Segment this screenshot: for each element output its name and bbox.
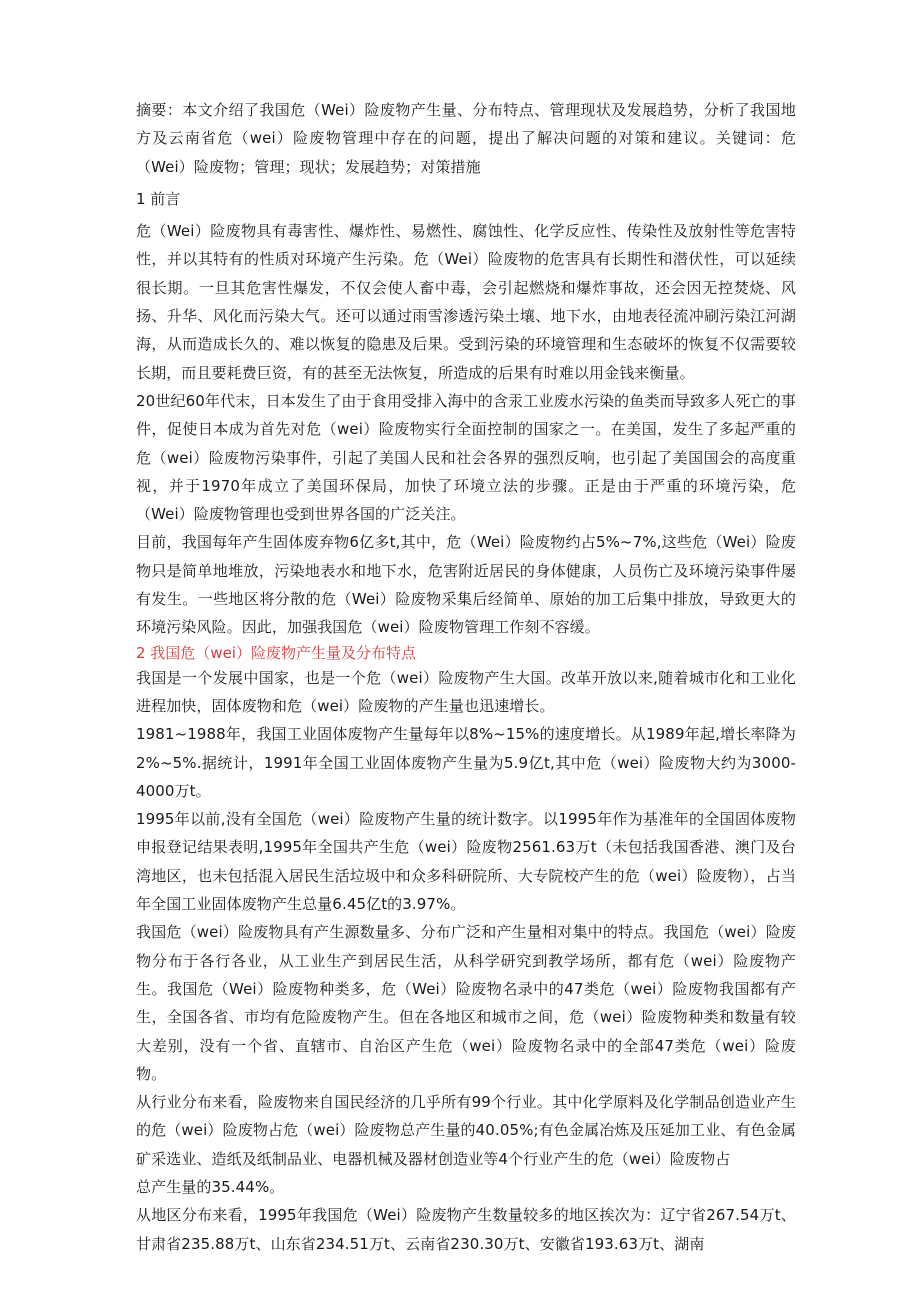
section-2-paragraph-6: 总产生量的35.44%。 — [136, 1177, 285, 1196]
section-2-paragraph-4: 我国危（wei）险废物具有产生源数量多、分布广泛和产生量相对集中的特点。我国危（wei）险废物分布于各行各业，从工业生产到居民生活，从科学研究到教学场所，都有危（wei）险废物产生。我国危（Wei）险废物种类多，危（Wei）险废物名录中的47类危（wei）险废物我国都有产生，全国各省、市均有危险废物产生。但在各地区和城市之间，危（wei）险废物种类和数量有较大差别，没有一个省、直辖市、自治区产生危（wei）险废物名录中的全部47类危（wei）险废物。 — [136, 923, 796, 1083]
abstract-paragraph: 摘要：本文介绍了我国危（Wei）险废物产生量、分布特点、管理现状及发展趋势，分析了我国地方及云南省危（wei）险废物管理中存在的问题，提出了解决问题的对策和建议。关键词：危（Wei）险废物；管理；现状；发展趋势；对策措施 — [136, 101, 796, 176]
section-2-paragraph-2: 1981~1988年，我国工业固体废物产生量每年以8%~15%的速度增长。从1989年起,增长率降为2%~5%.据统计，1991年全国工业固体废物产生量为5.9亿t,其中危（wei）险废物大约为3000-4000万t。 — [136, 725, 796, 800]
section-2-paragraph-7: 从地区分布来看，1995年我国危（Wei）险废物产生数量较多的地区挨次为：辽宁省267.54万t、甘肃省235.88万t、山东省234.51万t、云南省230.30万t、安徽省193.63万t、湖南 — [136, 1206, 796, 1253]
document-page — [136, 96, 796, 1258]
section-1-paragraph-1: 危（Wei）险废物具有毒害性、爆炸性、易燃性、腐蚀性、化学反应性、传染性及放射性等危害特性，并以其特有的性质对环境产生污染。危（Wei）险废物的危害具有长期性和潜伏性，可以延续很长期。一旦其危害性爆发，不仅会使人畜中毒，会引起燃烧和爆炸事故，还会因无控焚烧、风扬、升华、风化而污染大气。还可以通过雨雪渗透污染土壤、地下水，由地表径流冲刷污染江河湖海，从而造成长久的、难以恢复的隐患及后果。受到污染的环境管理和生态破坏的恢复不仅需要较长期，而且要耗费巨资，有的甚至无法恢复，所造成的后果有时难以用金钱来衡量。 — [136, 222, 796, 382]
section-2-paragraph-3: 1995年以前,没有全国危（wei）险废物产生量的统计数字。以1995年作为基准年的全国固体废物申报登记结果表明,1995年全国共产生危（wei）险废物2561.63万t（未包括我国香港、澳门及台湾地区，也未包括混入居民生活垃圾中和众多科研院所、大专院校产生的危（wei）险废物），占当年全国工业固体废物产生总量6.45亿t的3.97%。 — [136, 810, 796, 914]
section-1-paragraph-3: 目前，我国每年产生固体废弃物6亿多t,其中，危（Wei）险废物约占5%~7%,这些危（Wei）险废物只是简单地堆放，污染地表水和地下水，危害附近居民的身体健康，人员伤亡及环境污染事件屡有发生。一些地区将分散的危（Wei）险废物采集后经简单、原始的加工后集中排放，导致更大的环境污染风险。因此，加强我国危（wei）险废物管理工作刻不容缓。 — [136, 533, 796, 637]
section-1-paragraph-2: 20世纪60年代末，日本发生了由于食用受排入海中的含汞工业废水污染的鱼类而导致多人死亡的事件，促使日本成为首先对危（wei）险废物实行全面控制的国家之一。在美国，发生了多起严重的危（wei）险废物污染事件，引起了美国人民和社会各界的强烈反响，也引起了美国国会的高度重视，并于1970年成立了美国环保局，加快了环境立法的步骤。正是由于严重的环境污染，危（Wei）险废物管理也受到世界各国的广泛关注。 — [136, 391, 796, 524]
section-2-paragraph-1: 我国是一个发展中国家，也是一个危（wei）险废物产生大国。改革开放以来,随着城市化和工业化进程加快，固体废物和危（wei）险废物的产生量也迅速增长。 — [136, 668, 796, 715]
section-1-heading: 1 前言 — [136, 189, 181, 208]
section-2-heading: 2 我国危（wei）险废物产生量及分布特点 — [136, 643, 416, 662]
section-2-paragraph-5: 从行业分布来看，险废物来自国民经济的几乎所有99个行业。其中化学原料及化学制品创造业产生的危（wei）险废物占危（wei）险废物总产生量的40.05%;有色金属冶炼及压延加工业、有色金属矿采选业、造纸及纸制品业、电器机械及器材创造业等4个行业产生的危（wei）险废物占 — [136, 1093, 796, 1168]
